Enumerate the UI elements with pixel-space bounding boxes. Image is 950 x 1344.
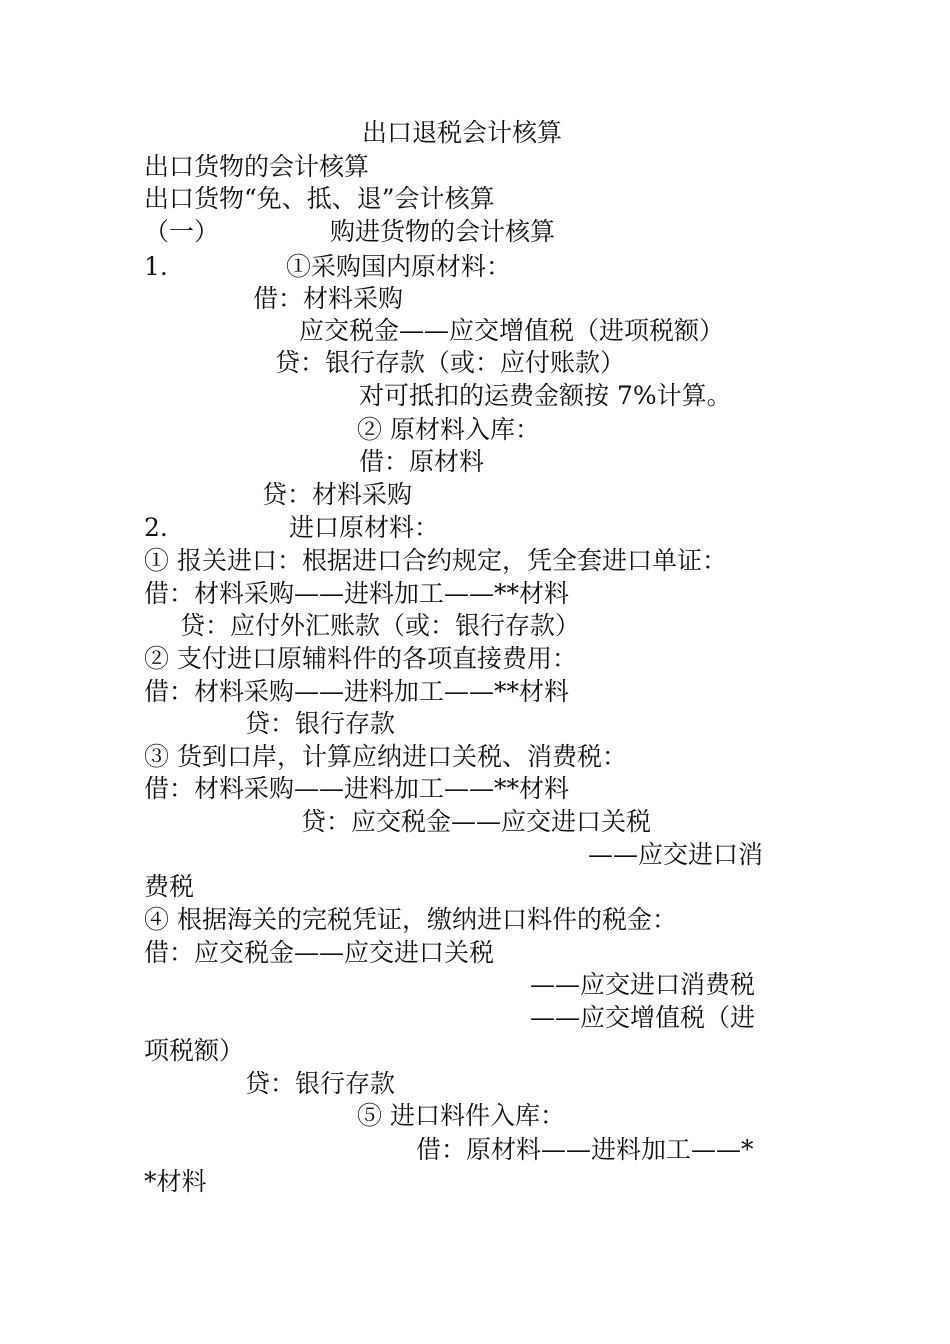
document-title: 出口退税会计核算 — [362, 118, 563, 147]
entry-line: 贷：银行存款（或：应付账款） — [275, 348, 626, 377]
entry-line: 贷：应交税金——应交进口关税 — [301, 807, 652, 836]
entry-line: 借：材料采购 — [253, 284, 404, 313]
step-material-warehousing: ② 原材料入库： — [357, 415, 540, 444]
step-domestic-purchase: ①采购国内原材料： — [286, 252, 512, 281]
entry-line: 应交税金——应交增值税（进项税额） — [299, 316, 725, 345]
section-heading-purchase: 购进货物的会计核算 — [330, 217, 556, 246]
step-pay-taxes: ④ 根据海关的完税凭证，缴纳进口料件的税金： — [144, 905, 677, 934]
entry-line: 借：原材料——进料加工——* — [416, 1135, 754, 1164]
entry-line: 贷：材料采购 — [262, 480, 413, 509]
entry-line: 借：应交税金——应交进口关税 — [144, 938, 495, 967]
note-line: 对可抵扣的运费金额按 7%计算。 — [359, 381, 732, 410]
entry-line: 费税 — [144, 872, 195, 901]
entry-line: ——应交增值税（进 — [530, 1003, 756, 1032]
entry-line: 贷：银行存款 — [245, 709, 396, 738]
entry-line: 借：材料采购——进料加工——**材料 — [144, 579, 570, 608]
section-number-one: （一） — [144, 217, 220, 246]
step-customs-import: ① 报关进口：根据进口合约规定，凭全套进口单证： — [144, 546, 727, 575]
step-import-materials: 进口原材料： — [289, 513, 440, 542]
item-number-2: 2. — [144, 513, 168, 542]
entry-line: 项税额） — [144, 1036, 245, 1065]
heading-exempt-offset-refund: 出口货物“免、抵、退”会计核算 — [144, 184, 495, 213]
entry-line: 借：原材料 — [359, 447, 485, 476]
entry-line: ——应交进口消 — [588, 840, 764, 869]
step-imported-warehousing: ⑤ 进口料件入库： — [357, 1101, 565, 1130]
entry-line: *材料 — [144, 1167, 207, 1196]
entry-line: 贷：银行存款 — [245, 1069, 396, 1098]
entry-line: 贷：应付外汇账款（或：银行存款） — [180, 611, 581, 640]
item-number-1: 1. — [144, 252, 168, 281]
entry-line: 借：材料采购——进料加工——**材料 — [144, 774, 570, 803]
entry-line: 借：材料采购——进料加工——**材料 — [144, 677, 570, 706]
heading-export-goods-accounting: 出口货物的会计核算 — [144, 152, 370, 181]
entry-line: ——应交进口消费税 — [530, 970, 756, 999]
step-direct-costs: ② 支付进口原辅料件的各项直接费用： — [144, 644, 577, 673]
step-import-duties: ③ 货到口岸，计算应纳进口关税、消费税： — [144, 742, 627, 771]
